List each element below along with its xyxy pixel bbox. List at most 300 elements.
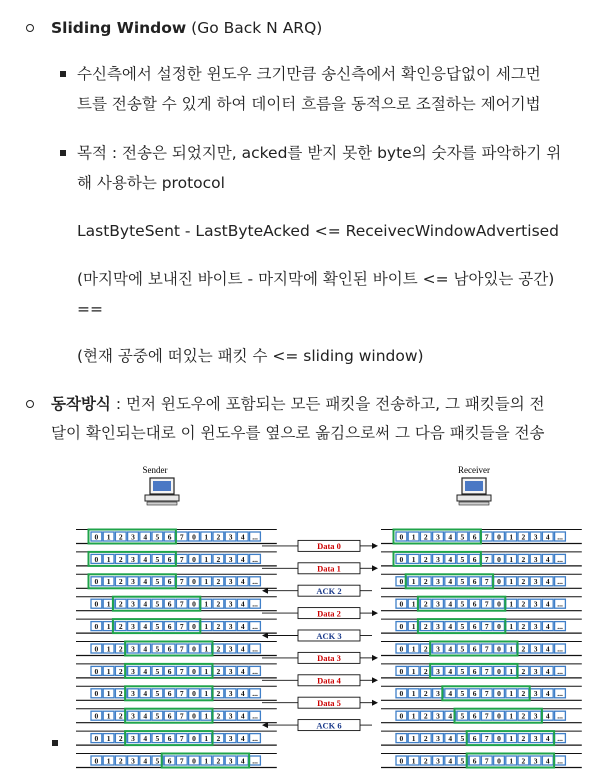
sender-seq-label: 0	[94, 622, 99, 631]
sender-seq-label: 3	[228, 666, 233, 676]
sender-seq-label: 7	[179, 711, 184, 721]
sender-seq-label: 6	[167, 577, 172, 587]
receiver-seq-label: 4	[448, 666, 453, 676]
sender-seq-label: 3	[228, 689, 233, 699]
receiver-seq-label: 7	[484, 666, 489, 676]
receiver-seq-label: ...	[557, 689, 563, 699]
sender-seq-label: 3	[131, 554, 135, 564]
receiver-seq-label: ...	[557, 666, 563, 676]
sender-seq-label: 6	[167, 644, 172, 654]
sender-seq-label: 3	[228, 554, 233, 564]
receiver-seq-label: 1	[509, 756, 514, 766]
sender-seq-label: 2	[216, 734, 221, 743]
sender-seq-label: 2	[118, 599, 123, 609]
receiver-seq-label: 3	[436, 756, 440, 766]
sender-seq-label: 7	[179, 599, 184, 609]
receiver-seq-label: 2	[521, 666, 526, 676]
sender-seq-label: 0	[192, 666, 196, 676]
receiver-seq-label: 2	[423, 599, 428, 609]
message-label: ACK 6	[316, 720, 342, 731]
receiver-seq-label: 4	[448, 554, 453, 564]
receiver-window-row	[381, 574, 582, 588]
sender-seq-label: 3	[228, 756, 233, 766]
sender-seq-label: 3	[131, 711, 135, 721]
sender-seq-label: 0	[94, 577, 99, 587]
receiver-seq-label: 1	[411, 599, 416, 609]
receiver-seq-label: ...	[557, 577, 563, 587]
sender-window-row	[76, 754, 277, 768]
sender-seq-label: 1	[204, 689, 209, 699]
sender-seq-label: 1	[106, 666, 111, 676]
receiver-seq-label: 3	[533, 599, 538, 609]
message-label: Data 5	[317, 697, 341, 708]
receiver-seq-label: 0	[497, 554, 501, 564]
window-formula: (현재 공중에 떠있는 패킷 수 <= sliding window)	[77, 347, 424, 365]
item1-title-suffix: (Go Back N ARQ)	[186, 19, 323, 37]
sender-seq-label: 6	[167, 599, 172, 609]
message-label: ACK 3	[316, 630, 342, 641]
sender-seq-label: ...	[252, 577, 258, 587]
receiver-seq-label: ...	[557, 599, 563, 609]
message-ack-2	[262, 585, 372, 596]
receiver-seq-label: 0	[399, 689, 404, 699]
message-label: Data 0	[317, 541, 341, 552]
receiver-seq-label: 0	[399, 644, 404, 654]
receiver-seq-label: 6	[472, 689, 477, 699]
receiver-seq-label: 7	[484, 532, 489, 542]
receiver-seq-label: 2	[521, 532, 526, 542]
sender-seq-label: 5	[155, 666, 160, 676]
sender-seq-label: 7	[179, 622, 184, 631]
receiver-seq-label: 4	[545, 689, 550, 699]
formula: LastByteSent - LastByteAcked <= ReceivecWindowAdvertised	[77, 222, 560, 240]
receiver-seq-label: 0	[497, 644, 501, 654]
sender-seq-label: 5	[155, 734, 160, 743]
sender-seq-label: 4	[143, 622, 148, 631]
receiver-seq-label: 3	[533, 756, 538, 766]
sender-seq-label: 7	[179, 734, 184, 743]
sender-seq-label: 1	[204, 577, 209, 587]
receiver-seq-label: 0	[497, 622, 501, 631]
receiver-seq-label: 1	[509, 599, 514, 609]
sender-seq-label: 5	[155, 554, 160, 564]
sender-seq-label: 2	[118, 734, 123, 743]
receiver-seq-label: 3	[533, 689, 538, 699]
message-data-5	[262, 697, 378, 708]
receiver-seq-label: 1	[509, 554, 514, 564]
sender-seq-label: 7	[179, 532, 184, 542]
receiver-seq-label: 6	[472, 532, 477, 542]
receiver-seq-label: 7	[484, 599, 489, 609]
sender-seq-label: 3	[131, 532, 135, 542]
sender-seq-label: 1	[106, 689, 111, 699]
receiver-seq-label: 4	[545, 577, 550, 587]
sender-seq-label: 6	[167, 532, 172, 542]
receiver-seq-label: 1	[509, 622, 514, 631]
receiver-seq-label: 3	[533, 734, 538, 743]
message-label: Data 3	[317, 653, 341, 664]
arrow-right-icon	[372, 565, 378, 571]
sender-seq-label: 0	[192, 756, 196, 766]
receiver-seq-label: 3	[533, 532, 538, 542]
receiver-window-row	[381, 642, 582, 656]
receiver-seq-label: ...	[557, 644, 563, 654]
receiver-window-row	[381, 597, 582, 611]
sender-seq-label: 2	[118, 577, 123, 587]
receiver-seq-label: 2	[423, 554, 428, 564]
receiver-seq-label: 5	[460, 554, 465, 564]
receiver-seq-label: 0	[497, 577, 501, 587]
sender-seq-label: 6	[167, 711, 172, 721]
sender-seq-label: 3	[228, 532, 233, 542]
sender-seq-label: 3	[228, 599, 233, 609]
sender-seq-label: 0	[192, 689, 196, 699]
receiver-window-row	[381, 619, 582, 633]
sender-window-row	[76, 619, 277, 633]
sender-seq-label: 4	[240, 666, 245, 676]
receiver-seq-label: ...	[557, 734, 563, 743]
receiver-seq-label: 4	[448, 577, 453, 587]
receiver-seq-label: 0	[399, 734, 404, 743]
sender-seq-label: 2	[216, 756, 221, 766]
receiver-seq-label: 4	[448, 622, 453, 631]
sender-seq-label: 2	[216, 622, 221, 631]
sender-seq-label: 0	[192, 599, 196, 609]
receiver-seq-label: 4	[545, 711, 550, 721]
sender-seq-label: 0	[94, 711, 99, 721]
receiver-seq-label: 0	[497, 734, 501, 743]
receiver-seq-label: 0	[399, 666, 404, 676]
receiver-seq-label: 7	[484, 689, 489, 699]
sender-seq-label: 0	[192, 554, 196, 564]
sender-seq-label: 4	[240, 622, 245, 631]
sender-seq-label: ...	[252, 622, 258, 631]
sender-seq-label: ...	[252, 532, 258, 542]
receiver-seq-label: 3	[436, 666, 440, 676]
receiver-window-row	[381, 731, 582, 745]
receiver-seq-label: 3	[533, 554, 538, 564]
message-label: ACK 2	[316, 585, 342, 596]
sender-seq-label: ...	[252, 644, 258, 654]
sender-seq-label: 4	[143, 689, 148, 699]
sender-seq-label: 1	[204, 666, 209, 676]
sender-seq-label: 3	[228, 711, 233, 721]
receiver-seq-label: 2	[521, 622, 526, 631]
sender-seq-label: 0	[192, 532, 196, 542]
receiver-seq-label: 2	[423, 666, 428, 676]
receiver-seq-label: 0	[497, 666, 501, 676]
receiver-seq-label: 0	[399, 756, 404, 766]
receiver-seq-label: 2	[521, 711, 526, 721]
receiver-seq-label: 4	[545, 666, 550, 676]
sender-seq-label: 0	[94, 644, 99, 654]
receiver-seq-label: 5	[460, 689, 465, 699]
item1-desc-line2: 트를 전송할 수 있게 하여 데이터 흐름을 동적으로 조절하는 제어기법	[77, 95, 541, 113]
sender-window-row	[76, 686, 277, 700]
sender-seq-label: 4	[143, 577, 148, 587]
receiver-seq-label: ...	[557, 554, 563, 564]
message-label: Data 1	[317, 563, 341, 574]
receiver-seq-label: 0	[497, 599, 501, 609]
sender-seq-label: 0	[94, 666, 99, 676]
sender-seq-label: 1	[204, 644, 209, 654]
sender-seq-label: 2	[118, 554, 123, 564]
sender-seq-label: 3	[131, 734, 135, 743]
message-label: Data 4	[317, 675, 341, 686]
sender-seq-label: 4	[143, 666, 148, 676]
receiver-seq-label: 5	[460, 734, 465, 743]
sender-seq-label: 6	[167, 666, 172, 676]
sender-seq-label: 3	[131, 756, 135, 766]
sender-seq-label: 7	[179, 666, 184, 676]
sender-seq-label: ...	[252, 711, 258, 721]
sender-seq-label: ...	[252, 756, 258, 766]
sender-window-row	[76, 552, 277, 566]
equivalence-sign: ==	[77, 300, 103, 318]
sender-seq-label: 0	[94, 756, 99, 766]
receiver-seq-label: 4	[448, 734, 453, 743]
sender-seq-label: 2	[118, 622, 123, 631]
sender-seq-label: ...	[252, 554, 258, 564]
sender-seq-label: 0	[94, 734, 99, 743]
receiver-seq-label: 3	[436, 554, 440, 564]
receiver-seq-label: 0	[399, 711, 404, 721]
sender-seq-label: 2	[118, 644, 123, 654]
sender-seq-label: 4	[240, 689, 245, 699]
receiver-seq-label: 2	[423, 622, 428, 631]
receiver-seq-label: 1	[509, 734, 514, 743]
receiver-seq-label: 5	[460, 577, 465, 587]
receiver-seq-label: 3	[436, 599, 440, 609]
item1-purpose-line1: 목적 : 전송은 되었지만, acked를 받지 못한 byte의 숫자를 파악하기 위	[77, 144, 562, 162]
sender-seq-label: 4	[240, 554, 245, 564]
sender-seq-label: 0	[192, 622, 196, 631]
receiver-seq-label: 2	[423, 532, 428, 542]
receiver-seq-label: 7	[484, 554, 489, 564]
receiver-seq-label: 2	[521, 554, 526, 564]
message-data-2	[262, 608, 378, 619]
receiver-seq-label: 6	[472, 622, 477, 631]
receiver-window-row	[381, 530, 582, 544]
sender-seq-label: 4	[143, 599, 148, 609]
receiver-seq-label: 2	[423, 711, 428, 721]
sender-seq-label: 0	[192, 577, 196, 587]
receiver-seq-label: 2	[423, 734, 428, 743]
sender-seq-label: 5	[155, 689, 160, 699]
sender-seq-label: 2	[216, 599, 221, 609]
sender-seq-label: 4	[240, 599, 245, 609]
receiver-seq-label: 0	[497, 756, 501, 766]
receiver-seq-label: 3	[533, 666, 538, 676]
receiver-seq-label: 7	[484, 644, 489, 654]
receiver-seq-label: 3	[533, 577, 538, 587]
receiver-window-row	[381, 686, 582, 700]
receiver-seq-label: 5	[460, 622, 465, 631]
receiver-seq-label: 1	[509, 577, 514, 587]
sender-seq-label: 0	[94, 554, 99, 564]
sender-seq-label: 2	[216, 554, 221, 564]
sender-seq-label: 3	[228, 644, 233, 654]
sender-label: Sender	[142, 465, 168, 475]
sender-seq-label: 7	[179, 554, 184, 564]
sender-seq-label: 1	[106, 734, 111, 743]
sender-seq-label: 5	[155, 577, 160, 587]
sender-seq-label: 0	[94, 532, 99, 542]
message-data-4	[262, 675, 378, 686]
sender-seq-label: ...	[252, 689, 258, 699]
receiver-seq-label: 1	[509, 689, 514, 699]
receiver-seq-label: ...	[557, 756, 563, 766]
receiver-seq-label: 4	[448, 599, 453, 609]
sender-seq-label: 1	[106, 644, 111, 654]
sender-seq-label: 3	[228, 577, 233, 587]
sender-seq-label: 1	[106, 599, 111, 609]
sender-seq-label: 1	[204, 532, 209, 542]
sender-seq-label: 3	[131, 689, 135, 699]
receiver-seq-label: 4	[448, 644, 453, 654]
sender-seq-label: 0	[94, 599, 99, 609]
sender-window-row	[76, 597, 277, 611]
sender-seq-label: 1	[106, 622, 111, 631]
receiver-seq-label: 0	[399, 599, 404, 609]
sender-seq-label: 4	[143, 554, 148, 564]
receiver-seq-label: 2	[521, 734, 526, 743]
receiver-seq-label: 3	[436, 622, 440, 631]
receiver-seq-label: 6	[472, 734, 477, 743]
sender-seq-label: 7	[179, 689, 184, 699]
sender-seq-label: 5	[155, 532, 160, 542]
receiver-seq-label: 3	[436, 577, 440, 587]
sender-seq-label: 6	[167, 734, 172, 743]
receiver-seq-label: 2	[423, 689, 428, 699]
receiver-seq-label: 4	[545, 532, 550, 542]
receiver-label: Receiver	[458, 465, 490, 475]
receiver-seq-label: 0	[497, 689, 501, 699]
sender-seq-label: 3	[228, 734, 233, 743]
sender-seq-label: 4	[143, 711, 148, 721]
sender-seq-label: 2	[118, 711, 123, 721]
sender-seq-label: 1	[204, 554, 209, 564]
receiver-seq-label: 7	[484, 711, 489, 721]
sender-seq-label: ...	[252, 734, 258, 743]
receiver-seq-label: 5	[460, 644, 465, 654]
receiver-window-row	[381, 552, 582, 566]
receiver-seq-label: 6	[472, 666, 477, 676]
receiver-seq-label: 7	[484, 734, 489, 743]
sender-seq-label: 4	[240, 711, 245, 721]
receiver-seq-label: 1	[411, 622, 416, 631]
sender-seq-label: 7	[179, 577, 184, 587]
arrow-right-icon	[372, 610, 378, 616]
sender-window-row	[76, 664, 277, 678]
message-label: Data 2	[317, 608, 341, 619]
sender-seq-label: 1	[204, 734, 209, 743]
sender-seq-label: 5	[155, 644, 160, 654]
receiver-seq-label: 1	[411, 666, 416, 676]
receiver-seq-label: 0	[399, 532, 404, 542]
sender-seq-label: 2	[216, 644, 221, 654]
sender-seq-label: 2	[216, 711, 221, 721]
receiver-seq-label: 5	[460, 599, 465, 609]
receiver-seq-label: 2	[521, 599, 526, 609]
receiver-seq-label: 7	[484, 756, 489, 766]
receiver-seq-label: 6	[472, 711, 477, 721]
receiver-seq-label: ...	[557, 622, 563, 631]
receiver-seq-label: 1	[411, 532, 416, 542]
sender-seq-label: 1	[106, 756, 111, 766]
receiver-seq-label: 6	[472, 756, 477, 766]
receiver-seq-label: 4	[545, 554, 550, 564]
sender-seq-label: ...	[252, 599, 258, 609]
item1-purpose-line2: 해 사용하는 protocol	[77, 174, 225, 192]
receiver-seq-label: 2	[423, 577, 428, 587]
sender-seq-label: 3	[228, 622, 233, 631]
arrow-right-icon	[372, 700, 378, 706]
sender-seq-label: 1	[106, 554, 111, 564]
sender-seq-label: 0	[192, 644, 196, 654]
receiver-seq-label: ...	[557, 532, 563, 542]
sender-seq-label: 1	[204, 756, 209, 766]
receiver-seq-label: 1	[411, 554, 416, 564]
sender-seq-label: 2	[216, 666, 221, 676]
receiver-seq-label: 3	[533, 622, 538, 631]
receiver-seq-label: 6	[472, 554, 477, 564]
sender-seq-label: 2	[118, 532, 123, 542]
receiver-seq-label: 6	[472, 644, 477, 654]
sender-seq-label: 1	[106, 532, 111, 542]
receiver-seq-label: 1	[509, 644, 514, 654]
receiver-seq-label: 4	[545, 622, 550, 631]
sender-seq-label: 4	[240, 532, 245, 542]
sender-seq-label: 2	[216, 532, 221, 542]
receiver-seq-label: 4	[448, 689, 453, 699]
message-data-3	[262, 652, 378, 663]
sender-seq-label: 0	[192, 711, 196, 721]
sender-seq-label: 1	[204, 599, 209, 609]
receiver-computer-icon	[457, 478, 491, 505]
sender-seq-label: 2	[216, 577, 221, 587]
receiver-seq-label: 2	[423, 756, 428, 766]
receiver-window-row	[381, 754, 582, 768]
item2-desc-line2: 달이 확인되는대로 이 윈도우를 옆으로 옮김으로써 그 다음 패킷들을 전송	[51, 424, 545, 442]
arrow-right-icon	[372, 543, 378, 549]
receiver-seq-label: 3	[533, 711, 538, 721]
receiver-seq-label: 1	[411, 689, 416, 699]
receiver-seq-label: 4	[545, 644, 550, 654]
receiver-seq-label: 3	[436, 711, 440, 721]
receiver-seq-label: 1	[509, 711, 514, 721]
sender-seq-label: 7	[179, 644, 184, 654]
receiver-seq-label: 3	[533, 644, 538, 654]
korean-formula: (마지막에 보내진 바이트 - 마지막에 확인된 바이트 <= 남아있는 공간)	[77, 270, 555, 288]
sender-seq-label: 3	[131, 644, 135, 654]
sender-window-row	[76, 642, 277, 656]
sender-seq-label: 7	[179, 756, 184, 766]
receiver-seq-label: 2	[521, 689, 526, 699]
receiver-seq-label: 1	[411, 711, 416, 721]
sender-seq-label: 3	[131, 666, 135, 676]
receiver-seq-label: 6	[472, 599, 477, 609]
sender-seq-label: 3	[131, 622, 135, 631]
receiver-seq-label: 1	[411, 756, 416, 766]
receiver-seq-label: 7	[484, 577, 489, 587]
receiver-seq-label: 0	[497, 532, 501, 542]
sender-seq-label: 4	[240, 734, 245, 743]
receiver-seq-label: 2	[423, 644, 428, 654]
sender-seq-label: 4	[143, 734, 148, 743]
receiver-seq-label: 1	[509, 532, 514, 542]
sender-seq-label: 4	[143, 756, 148, 766]
